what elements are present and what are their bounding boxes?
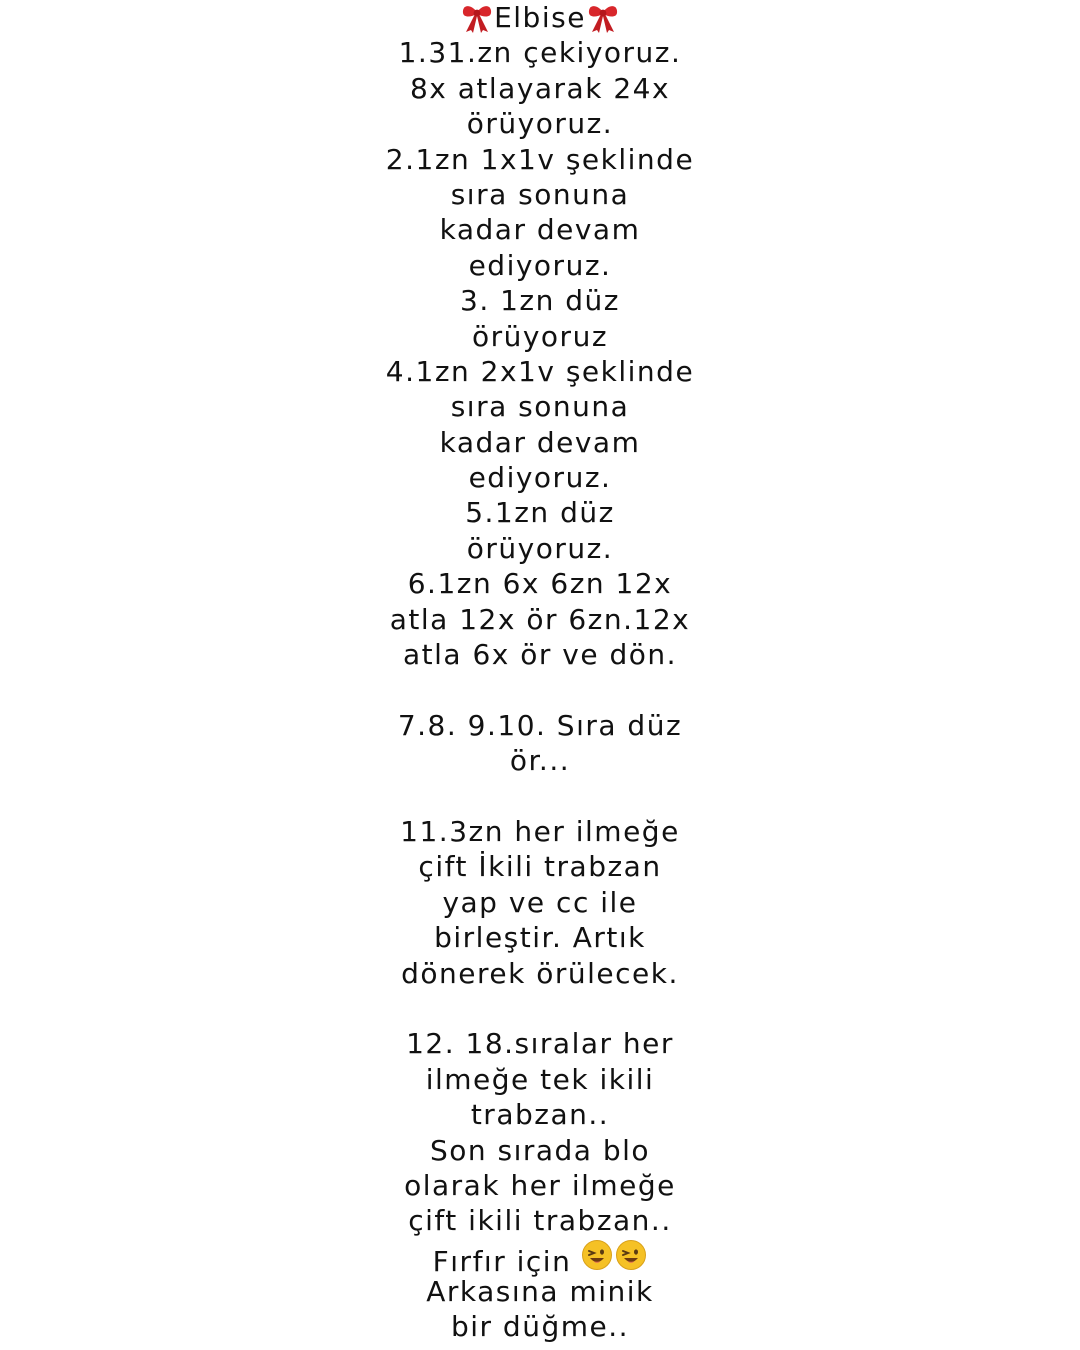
- instruction-text: dönerek örülecek.: [401, 956, 679, 990]
- instruction-line: [0, 920, 1080, 955]
- instruction-text: 7.8. 9.10. Sıra düz: [397, 708, 683, 742]
- blank-line: [0, 991, 1080, 1026]
- instruction-text: ör...: [509, 744, 571, 778]
- instruction-text: atla 12x ör 6zn.12x: [389, 602, 691, 636]
- instruction-line: [0, 106, 1080, 141]
- instruction-line: [0, 354, 1080, 389]
- instruction-lines: [0, 35, 1080, 1344]
- instruction-text: çift İkili trabzan: [418, 850, 662, 884]
- instruction-text: örüyoruz.: [466, 107, 614, 141]
- instruction-line: [0, 35, 1080, 70]
- instruction-line: [0, 1239, 1080, 1278]
- instruction-text: sıra sonuna: [450, 390, 630, 424]
- instruction-line: [0, 283, 1080, 318]
- instruction-text: Arkasına minik: [426, 1275, 654, 1309]
- instruction-text: 8x atlayarak 24x: [409, 71, 671, 105]
- instruction-line: [0, 1168, 1080, 1203]
- instruction-text: örüyoruz: [471, 319, 609, 353]
- instruction-line: [0, 460, 1080, 495]
- instruction-text: olarak her ilmeğe: [404, 1168, 676, 1202]
- instruction-line: [0, 602, 1080, 637]
- instruction-line: [0, 885, 1080, 920]
- instruction-line: [0, 1062, 1080, 1097]
- instruction-text: bir düğme..: [450, 1310, 630, 1344]
- instruction-line: [0, 1309, 1080, 1344]
- instruction-line: [0, 531, 1080, 566]
- instruction-text: ediyoruz.: [468, 461, 612, 495]
- instruction-line: [0, 212, 1080, 247]
- instruction-text: kadar devam: [439, 425, 641, 459]
- wink-face-icon: [615, 1239, 647, 1271]
- instruction-line: [0, 637, 1080, 672]
- emoji-group: [579, 1239, 647, 1271]
- instruction-text: 1.31.zn çekiyoruz.: [398, 36, 682, 70]
- instruction-line: [0, 425, 1080, 460]
- instruction-text: 6.1zn 6x 6zn 12x: [407, 567, 673, 601]
- instruction-line: [0, 708, 1080, 743]
- instruction-text: trabzan..: [470, 1098, 610, 1132]
- instruction-line: [0, 849, 1080, 884]
- instruction-line: [0, 566, 1080, 601]
- document-title: Elbise: [494, 1, 586, 35]
- instruction-line: [0, 142, 1080, 177]
- instruction-line: [0, 1097, 1080, 1132]
- instruction-text: Son sırada blo: [429, 1133, 651, 1167]
- instruction-line: [0, 71, 1080, 106]
- instruction-text: örüyoruz.: [466, 531, 614, 565]
- instruction-text: Fırfır için: [432, 1244, 572, 1278]
- instruction-line: [0, 1203, 1080, 1238]
- ribbon-bow-icon: [586, 3, 620, 33]
- instruction-text: 11.3zn her ilmeğe: [400, 814, 680, 848]
- instruction-line: [0, 495, 1080, 530]
- instruction-line: [0, 177, 1080, 212]
- instruction-text: atla 6x ör ve dön.: [402, 638, 678, 672]
- instruction-text: 4.1zn 2x1v şeklinde: [385, 354, 695, 388]
- instruction-text: 3. 1zn düz: [460, 284, 620, 318]
- instruction-text: çift ikili trabzan..: [408, 1204, 672, 1238]
- wink-face-icon: [581, 1239, 613, 1271]
- instruction-text: ediyoruz.: [468, 248, 612, 282]
- instruction-text: ilmeğe tek ikili: [425, 1062, 655, 1096]
- instruction-line: [0, 956, 1080, 991]
- ribbon-bow-icon: [460, 3, 494, 33]
- instruction-line: [0, 1133, 1080, 1168]
- instruction-line: [0, 248, 1080, 283]
- instruction-line: [0, 814, 1080, 849]
- instruction-text: 2.1zn 1x1v şeklinde: [385, 142, 695, 176]
- instruction-text: birleştir. Artık: [434, 921, 646, 955]
- instruction-text: yap ve cc ile: [442, 885, 638, 919]
- instruction-line: [0, 319, 1080, 354]
- instruction-line: [0, 389, 1080, 424]
- instruction-text: sıra sonuna: [450, 177, 630, 211]
- instruction-line: [0, 743, 1080, 778]
- instruction-text: 12. 18.sıralar her: [406, 1027, 674, 1061]
- instruction-line: [0, 1274, 1080, 1309]
- blank-line: [0, 779, 1080, 814]
- instruction-text: kadar devam: [439, 213, 641, 247]
- blank-line: [0, 672, 1080, 707]
- instruction-text: 5.1zn düz: [465, 496, 615, 530]
- title-row: [0, 0, 1080, 35]
- instruction-line: [0, 1026, 1080, 1061]
